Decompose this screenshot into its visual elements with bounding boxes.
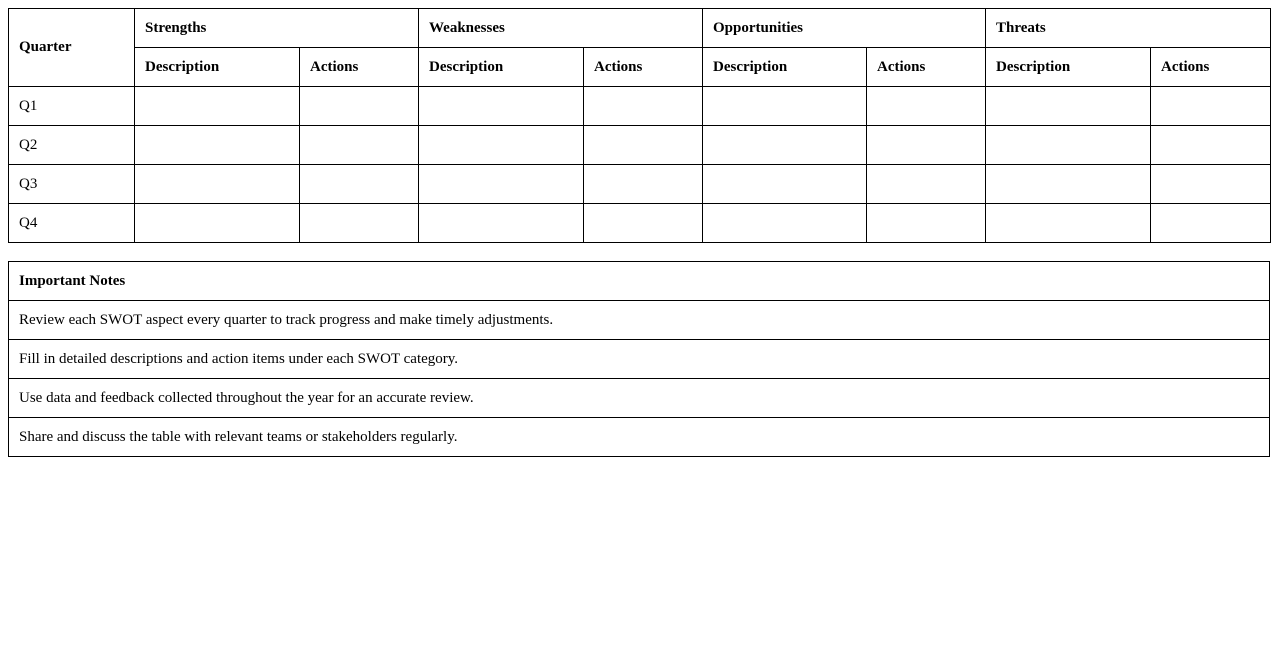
opportunities-description-header: Description — [703, 48, 867, 87]
weaknesses-actions-cell[interactable] — [584, 165, 703, 204]
threats-description-header: Description — [986, 48, 1151, 87]
threats-header: Threats — [986, 9, 1271, 48]
sub-header-row — [9, 48, 1271, 87]
opportunities-actions-cell[interactable] — [867, 126, 986, 165]
threats-description-cell[interactable] — [986, 204, 1151, 243]
strengths-actions-header: Actions — [300, 48, 419, 87]
weaknesses-description-cell[interactable] — [419, 126, 584, 165]
note-item: Share and discuss the table with relevant teams or stakeholders regularly. — [9, 418, 1270, 457]
note-row — [9, 379, 1270, 418]
threats-description-cell[interactable] — [986, 87, 1151, 126]
quarter-cell: Q2 — [9, 126, 135, 165]
strengths-header: Strengths — [135, 9, 419, 48]
threats-actions-cell[interactable] — [1151, 165, 1271, 204]
strengths-actions-cell[interactable] — [300, 204, 419, 243]
weaknesses-actions-header: Actions — [584, 48, 703, 87]
weaknesses-description-cell[interactable] — [419, 204, 584, 243]
opportunities-description-cell[interactable] — [703, 126, 867, 165]
opportunities-actions-cell[interactable] — [867, 204, 986, 243]
table-row — [9, 204, 1271, 243]
threats-actions-cell[interactable] — [1151, 126, 1271, 165]
notes-table — [8, 261, 1270, 457]
category-header-row — [9, 9, 1271, 48]
weaknesses-actions-cell[interactable] — [584, 126, 703, 165]
strengths-actions-cell[interactable] — [300, 87, 419, 126]
weaknesses-description-cell[interactable] — [419, 87, 584, 126]
quarter-cell: Q4 — [9, 204, 135, 243]
weaknesses-actions-cell[interactable] — [584, 87, 703, 126]
note-row — [9, 418, 1270, 457]
threats-description-cell[interactable] — [986, 126, 1151, 165]
opportunities-actions-cell[interactable] — [867, 165, 986, 204]
threats-actions-cell[interactable] — [1151, 204, 1271, 243]
note-item: Fill in detailed descriptions and action items under each SWOT category. — [9, 340, 1270, 379]
opportunities-description-cell[interactable] — [703, 87, 867, 126]
note-item: Review each SWOT aspect every quarter to track progress and make timely adjustments. — [9, 301, 1270, 340]
strengths-description-cell[interactable] — [135, 204, 300, 243]
note-row — [9, 301, 1270, 340]
threats-description-cell[interactable] — [986, 165, 1151, 204]
strengths-actions-cell[interactable] — [300, 165, 419, 204]
quarter-cell: Q3 — [9, 165, 135, 204]
notes-title: Important Notes — [9, 262, 1270, 301]
opportunities-header: Opportunities — [703, 9, 986, 48]
opportunities-actions-cell[interactable] — [867, 87, 986, 126]
opportunities-description-cell[interactable] — [703, 204, 867, 243]
table-row — [9, 126, 1271, 165]
strengths-actions-cell[interactable] — [300, 126, 419, 165]
threats-actions-cell[interactable] — [1151, 87, 1271, 126]
weaknesses-header: Weaknesses — [419, 9, 703, 48]
opportunities-actions-header: Actions — [867, 48, 986, 87]
quarter-cell: Q1 — [9, 87, 135, 126]
table-row — [9, 165, 1271, 204]
weaknesses-description-header: Description — [419, 48, 584, 87]
strengths-description-cell[interactable] — [135, 87, 300, 126]
note-row — [9, 340, 1270, 379]
threats-actions-header: Actions — [1151, 48, 1271, 87]
notes-header-row — [9, 262, 1270, 301]
weaknesses-description-cell[interactable] — [419, 165, 584, 204]
quarter-header: Quarter — [9, 9, 135, 87]
strengths-description-header: Description — [135, 48, 300, 87]
table-row — [9, 87, 1271, 126]
strengths-description-cell[interactable] — [135, 126, 300, 165]
note-item: Use data and feedback collected throughout the year for an accurate review. — [9, 379, 1270, 418]
strengths-description-cell[interactable] — [135, 165, 300, 204]
weaknesses-actions-cell[interactable] — [584, 204, 703, 243]
swot-table — [8, 8, 1271, 243]
opportunities-description-cell[interactable] — [703, 165, 867, 204]
